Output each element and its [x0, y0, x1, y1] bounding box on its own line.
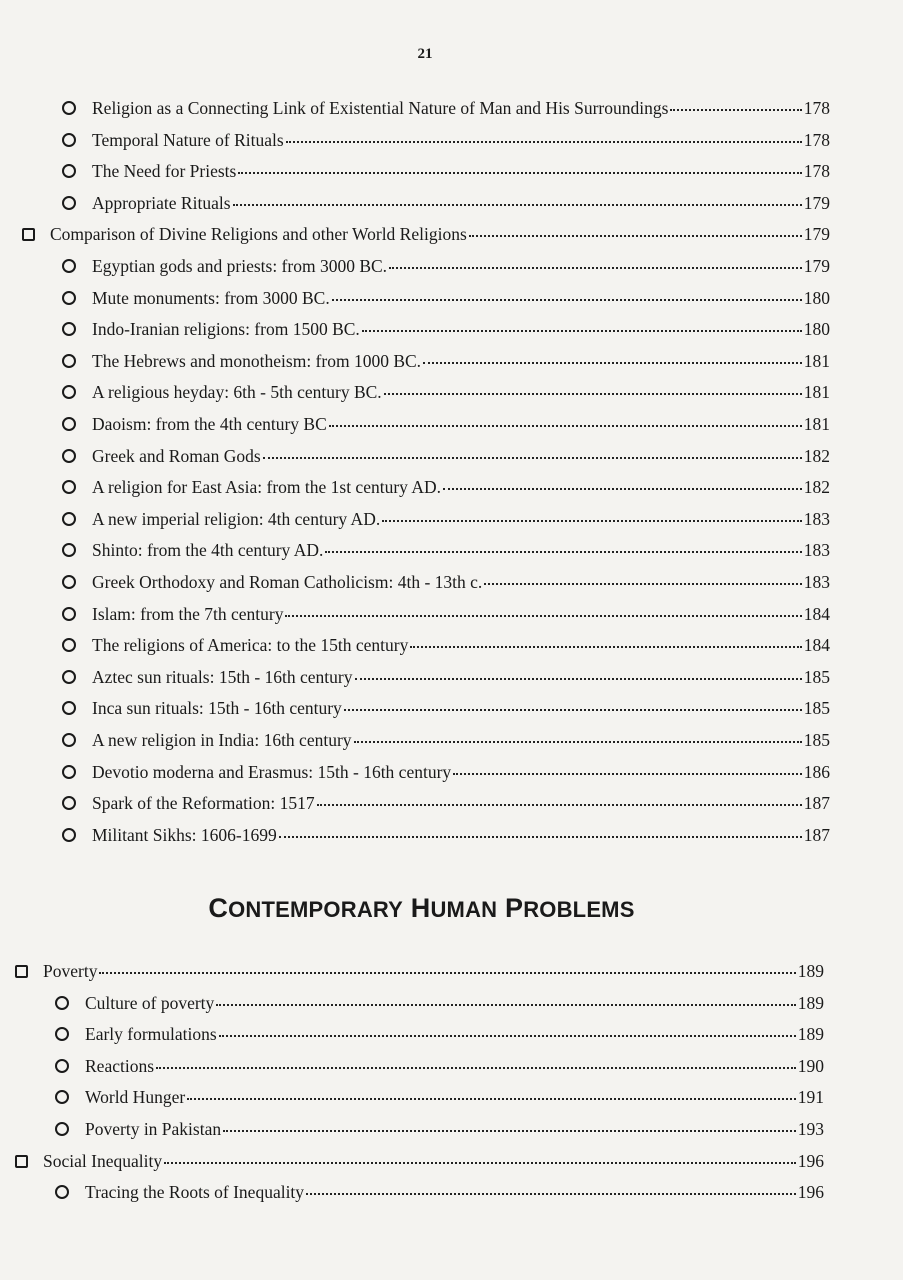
toc-page-number: 185 [803, 730, 830, 750]
toc-page-number: 178 [803, 129, 830, 150]
toc-page-number: 181 [803, 350, 830, 371]
toc-entry [62, 97, 830, 119]
toc-page-number: 178 [803, 161, 830, 182]
toc-entry-title: Devotio moderna and Erasmus: 15th - 16th century [92, 761, 452, 782]
circle-bullet-icon [62, 638, 76, 652]
toc-entry [62, 792, 830, 814]
dot-leader [164, 1158, 796, 1164]
circle-bullet-icon [62, 765, 76, 779]
toc-entry [55, 1118, 824, 1140]
dot-leader [443, 484, 802, 490]
circle-bullet-icon [62, 322, 76, 336]
circle-bullet-icon [62, 354, 76, 368]
toc-entry-title: A new religion in India: 16th century [92, 730, 352, 750]
dot-leader [306, 1189, 796, 1195]
toc-entry-title: Islam: from the 7th century [92, 603, 284, 624]
dot-leader [99, 968, 795, 974]
toc-page-number: 180 [803, 319, 830, 340]
circle-bullet-icon [62, 796, 76, 810]
toc-entry-title: The Hebrews and monotheism: from 1000 BC. [92, 350, 422, 371]
toc-entry-title: A religious heyday: 6th - 5th century BC. [92, 382, 382, 403]
circle-bullet-icon [62, 101, 76, 115]
dot-leader [344, 705, 802, 711]
heading-rest-2: UMAN [430, 897, 498, 922]
circle-bullet-icon [55, 996, 69, 1010]
toc-page-number: 187 [803, 824, 830, 845]
dot-leader [362, 326, 802, 332]
toc-entry-title: A new imperial religion: 4th century AD. [92, 508, 381, 529]
toc-page-number: 189 [797, 1024, 824, 1045]
heading-initial-1: C [208, 893, 229, 923]
circle-bullet-icon [62, 480, 76, 494]
toc-page-number: 185 [803, 698, 830, 719]
square-bullet-icon [22, 228, 35, 241]
toc-page-number: 186 [803, 761, 830, 782]
dot-leader [238, 168, 801, 174]
toc-entry [62, 413, 830, 435]
dot-leader [332, 295, 802, 301]
toc-page-number: 184 [803, 603, 830, 624]
toc-entry [62, 697, 830, 719]
toc-entry-title: Indo-Iranian religions: from 1500 BC. [92, 319, 360, 340]
circle-bullet-icon [55, 1059, 69, 1073]
toc-entry-title: Appropriate Rituals [92, 192, 231, 213]
circle-bullet-icon [62, 196, 76, 210]
dot-leader [453, 769, 802, 775]
toc-entry-title: Egyptian gods and priests: from 3000 BC. [92, 256, 388, 276]
toc-page-number: 182 [803, 445, 830, 466]
circle-bullet-icon [62, 385, 76, 399]
circle-bullet-icon [55, 1122, 69, 1136]
toc-page-number: 196 [797, 1150, 824, 1171]
toc-entry [62, 255, 830, 277]
circle-bullet-icon [55, 1090, 69, 1104]
toc-entry [55, 992, 824, 1014]
toc-entry-title: Religion as a Connecting Link of Existential Nature of Man and His Surroundings [92, 98, 669, 118]
toc-page-number: 183 [803, 572, 830, 592]
toc-entry [62, 476, 830, 498]
circle-bullet-icon [62, 259, 76, 273]
heading-initial-2: H [410, 893, 431, 923]
circle-bullet-icon [62, 291, 76, 305]
toc-page-number: 196 [797, 1182, 824, 1203]
toc-entry-title: Reactions [85, 1055, 155, 1076]
toc-page-number: 184 [803, 635, 830, 656]
circle-bullet-icon [62, 512, 76, 526]
toc-page-number: 181 [803, 382, 830, 403]
dot-leader [423, 358, 802, 364]
dot-leader [329, 421, 802, 427]
toc-entry-title: A religion for East Asia: from the 1st century AD. [92, 477, 441, 498]
toc-page-number: 179 [803, 192, 830, 213]
dot-leader [216, 1000, 795, 1006]
toc-entry-title: The religions of America: to the 15th century [92, 635, 409, 656]
toc-entry [62, 539, 830, 561]
toc-page-number: 185 [803, 666, 830, 687]
toc-page-number: 181 [803, 414, 830, 434]
toc-entry [62, 381, 830, 403]
circle-bullet-icon [62, 575, 76, 589]
dot-leader [670, 105, 801, 111]
section-heading [0, 893, 843, 924]
toc-section-entry [15, 1150, 824, 1172]
circle-bullet-icon [62, 543, 76, 557]
heading-rest-1: ONTEMPORARY [228, 897, 404, 922]
toc-entry-title: Greek Orthodoxy and Roman Catholicism: 4th - 13th c. [92, 572, 483, 592]
toc-entry [62, 634, 830, 656]
page-number: 21 [417, 46, 433, 62]
toc-entry-title: Early formulations [85, 1024, 217, 1045]
dot-leader [219, 1031, 796, 1037]
toc-entry-title: Tracing the Roots of Inequality [85, 1182, 305, 1203]
toc-entry [62, 571, 830, 593]
dot-leader [223, 1126, 796, 1132]
toc-entry [62, 508, 830, 530]
heading-rest-3: ROBLEMS [523, 897, 635, 922]
toc-entry [62, 318, 830, 340]
dot-leader [285, 611, 801, 617]
dot-leader [263, 453, 802, 459]
toc-page-number: 179 [803, 256, 830, 276]
toc-page-number: 191 [797, 1087, 824, 1108]
square-bullet-icon [15, 1155, 28, 1168]
toc-entry [62, 666, 830, 688]
dot-leader [286, 137, 802, 143]
toc-entry [62, 603, 830, 625]
circle-bullet-icon [55, 1027, 69, 1041]
dot-leader [469, 231, 802, 237]
toc-entry-title: Poverty in Pakistan [85, 1119, 222, 1139]
toc-entry-title: Daoism: from the 4th century BC [92, 414, 327, 434]
circle-bullet-icon [62, 607, 76, 621]
dot-leader [156, 1063, 796, 1069]
toc-entry [62, 729, 830, 751]
circle-bullet-icon [62, 133, 76, 147]
toc-page-number: 193 [797, 1119, 824, 1139]
circle-bullet-icon [62, 701, 76, 715]
toc-entry [55, 1023, 824, 1045]
dot-leader [233, 200, 802, 206]
toc-entry [55, 1055, 824, 1077]
toc-entry-title: Temporal Nature of Rituals [92, 129, 284, 150]
toc-entry-title: World Hunger [85, 1087, 186, 1108]
toc-entry-title: Social Inequality [43, 1150, 163, 1171]
toc-entry [55, 1181, 824, 1203]
dot-leader [354, 737, 802, 743]
toc-section-entry [15, 960, 824, 982]
circle-bullet-icon [62, 164, 76, 178]
dot-leader [325, 547, 801, 553]
toc-entry [62, 160, 830, 182]
toc-page-number: 190 [797, 1055, 824, 1076]
dot-leader [484, 579, 801, 585]
toc-entry [62, 445, 830, 467]
toc-entry-title: Poverty [43, 961, 98, 981]
toc-entry-title: The Need for Priests [92, 161, 237, 182]
toc-entry [62, 350, 830, 372]
toc-entry-title: Culture of poverty [85, 992, 215, 1013]
toc-entry-title: Mute monuments: from 3000 BC. [92, 287, 330, 308]
toc-entry-title: Comparison of Divine Religions and other World Religions [50, 224, 467, 245]
circle-bullet-icon [62, 417, 76, 431]
toc-page-number: 189 [797, 992, 824, 1013]
toc-page-number: 179 [803, 224, 830, 245]
circle-bullet-icon [62, 449, 76, 463]
square-bullet-icon [15, 965, 28, 978]
toc-entry [62, 287, 830, 309]
toc-entry-title: Greek and Roman Gods [92, 445, 261, 466]
toc-entry-title: Aztec sun rituals: 15th - 16th century [92, 666, 353, 687]
toc-entry [62, 824, 830, 846]
toc-entry [55, 1086, 824, 1108]
dot-leader [410, 642, 801, 648]
dot-leader [279, 832, 802, 838]
dot-leader [187, 1094, 796, 1100]
toc-page-number: 180 [803, 287, 830, 308]
dot-leader [384, 389, 802, 395]
circle-bullet-icon [62, 733, 76, 747]
heading-initial-3: P [504, 893, 524, 923]
toc-page-number: 182 [803, 477, 830, 498]
toc-entry-title: Shinto: from the 4th century AD. [92, 540, 324, 561]
toc-entry [62, 129, 830, 151]
toc-entry-title: Militant Sikhs: 1606-1699 [92, 824, 277, 845]
dot-leader [382, 516, 802, 522]
toc-page-number: 183 [803, 540, 830, 561]
toc-section-entry [22, 223, 830, 245]
dot-leader [355, 674, 802, 680]
circle-bullet-icon [55, 1185, 69, 1199]
toc-entry [62, 761, 830, 783]
circle-bullet-icon [62, 828, 76, 842]
toc-page-number: 183 [803, 508, 830, 529]
toc-page-number: 189 [797, 961, 824, 981]
circle-bullet-icon [62, 670, 76, 684]
toc-page-number: 178 [803, 98, 830, 118]
toc-entry-title: Spark of the Reformation: 1517 [92, 793, 315, 814]
toc-entry-title: Inca sun rituals: 15th - 16th century [92, 698, 342, 719]
toc-entry [62, 192, 830, 214]
toc-page-number: 187 [803, 793, 830, 814]
dot-leader [389, 263, 802, 269]
dot-leader [317, 800, 802, 806]
